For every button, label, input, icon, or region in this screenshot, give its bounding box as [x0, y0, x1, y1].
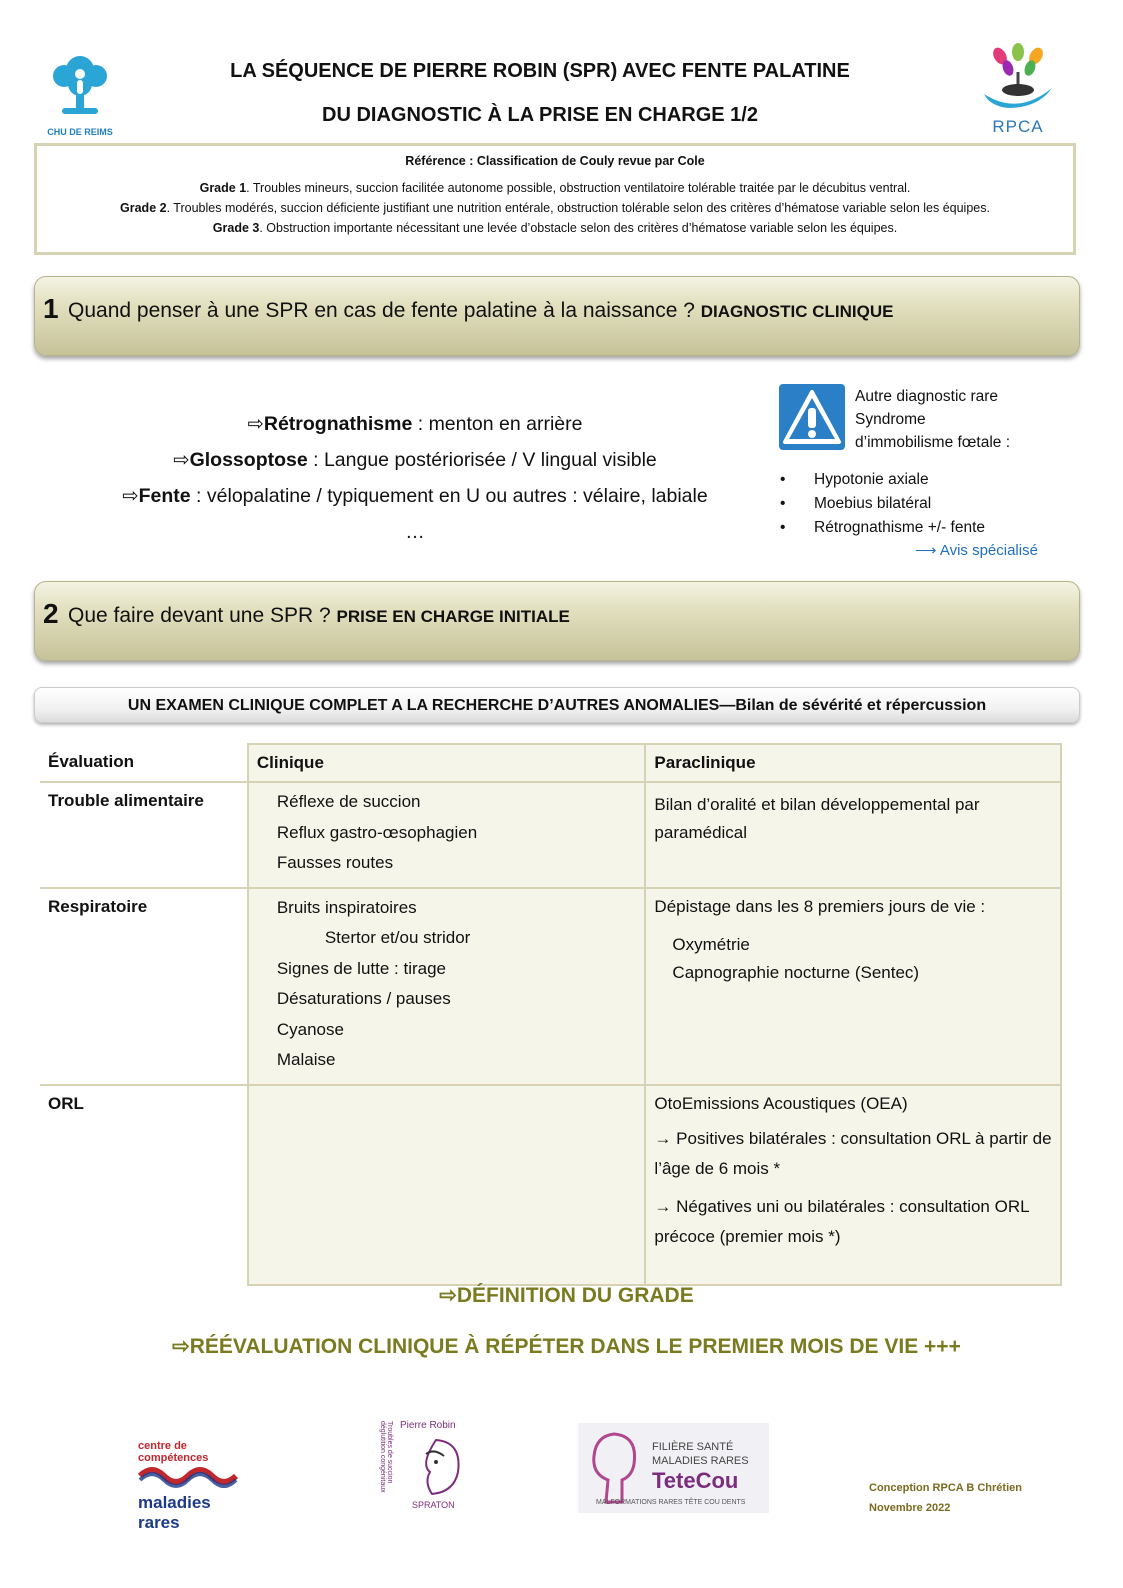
- pr-brand: SPRATON: [412, 1500, 455, 1510]
- cell-clinique: Bruits inspiratoires Stertor et/ou stridor Signes de lutte : tirage Désaturations / pauses Cyanose Malaise: [248, 888, 646, 1085]
- section-1-heading: [68, 299, 893, 323]
- plant-hand-icon: [978, 42, 1058, 112]
- header-paraclinique: Paraclinique: [645, 744, 1061, 782]
- section-2-number: 2: [43, 598, 59, 629]
- grade-2-text: . Troubles modérés, succion déficiente justifiant une nutrition entérale, obstruction tolérable selon des critères d’hématose variable selon les équipes.: [166, 201, 990, 215]
- diagnosis-text-3: : vélopalatine / typiquement en U ou autres : vélaire, labiale: [190, 485, 708, 507]
- specialist-advice-link[interactable]: ⟶ Avis spécialisé: [915, 542, 1038, 559]
- credit-line-1: Conception RPCA B Chrétien: [869, 1482, 1022, 1494]
- rpca-logo: [978, 42, 1058, 134]
- diagnosis-text-1: : menton en arrière: [412, 413, 583, 435]
- grade-2-label: Grade 2: [120, 201, 167, 215]
- chu-logo: [44, 50, 116, 137]
- section-1-question: Quand penser à une SPR en cas de fente palatine à la naissance ?: [68, 299, 695, 322]
- reevaluation-clinique: ⇨RÉÉVALUATION CLINIQUE À RÉPÉTER DANS LE PREMIER MOIS DE VIE +++: [172, 1335, 961, 1358]
- section-2-question: Que faire devant une SPR ?: [68, 604, 331, 627]
- section-2-heading: [68, 604, 570, 628]
- grade-1-text: . Troubles mineurs, succion facilitée autonome possible, obstruction ventilatoire tolérable traitée par le décubitus ventral.: [246, 181, 911, 195]
- diagnosis-list: [70, 406, 760, 550]
- list-item: • Hypotonie axiale: [780, 471, 929, 488]
- diagnosis-text-2: : Langue postériorisée / V lingual visible: [307, 449, 657, 471]
- diagnosis-label-2: Glossoptose: [189, 449, 308, 471]
- diagnosis-item-retrognathisme: [70, 406, 760, 442]
- list-item: • Moebius bilatéral: [780, 495, 932, 512]
- centre-competences-logo: [138, 1440, 248, 1533]
- rare-diagnosis-line-3: d’immobilisme fœtale :: [855, 434, 1011, 451]
- tree-icon: [44, 50, 116, 120]
- arrow-icon: ⇨: [122, 485, 139, 507]
- reference-title: Référence : Classification de Couly revue par Cole: [405, 154, 705, 168]
- arrow-icon: ⇨: [173, 449, 190, 471]
- rare-diagnosis-title: [855, 385, 1010, 454]
- header-clinique: Clinique: [248, 744, 646, 782]
- tetecou-logo: [578, 1423, 769, 1513]
- tc-brand: TeteCou: [652, 1468, 739, 1493]
- diagnosis-label-3: Fente: [138, 485, 191, 507]
- row-label-orl: ORL: [40, 1085, 248, 1285]
- pr-vertical: Troubles de succion déglutition congénitaux: [379, 1421, 393, 1493]
- tc-line-2: MALADIES RARES: [652, 1455, 749, 1467]
- rpca-label: RPCA: [992, 117, 1044, 136]
- credit-line-2: Novembre 2022: [869, 1502, 951, 1514]
- rare-diagnosis-line-2: Syndrome: [855, 411, 926, 428]
- arrow-icon: ⇨: [247, 413, 264, 435]
- baby-profile-icon: [396, 1432, 476, 1502]
- cell-paraclinique: Dépistage dans les 8 premiers jours de vie : Oxymétrie Capnographie nocturne (Sentec): [645, 888, 1061, 1085]
- table-row: [40, 888, 1061, 1085]
- rare-diagnosis-list: [780, 468, 985, 540]
- cc-line-1: centre de compétences: [138, 1440, 209, 1464]
- spraton-logo: [378, 1420, 478, 1515]
- tc-sub: MALFORMATIONS RARES TÊTE COU DENTS: [596, 1499, 746, 1506]
- diagnosis-label-1: Rétrognathisme: [263, 413, 413, 435]
- cc-line-2: maladies rares: [138, 1493, 211, 1532]
- row-label-trouble-alimentaire: Trouble alimentaire: [40, 782, 248, 888]
- diagnosis-item-glossoptose: [70, 442, 760, 478]
- evaluation-table: [40, 743, 1062, 1286]
- diagnosis-ellipsis: …: [405, 521, 425, 543]
- reference-box: [34, 143, 1076, 255]
- grade-1-label: Grade 1: [199, 181, 247, 195]
- grade-1: [37, 178, 1073, 198]
- cell-clinique: Réflexe de succion Reflux gastro-œsophagien Fausses routes: [248, 782, 646, 888]
- section-2-band: [34, 581, 1080, 661]
- cell-clinique: [248, 1085, 646, 1285]
- section-1-number: 1: [43, 293, 59, 324]
- title-line-2: DU DIAGNOSTIC À LA PRISE EN CHARGE 1/2: [322, 104, 758, 126]
- section-1-tag: DIAGNOSTIC CLINIQUE: [700, 302, 894, 321]
- title-line-1: LA SÉQUENCE DE PIERRE ROBIN (SPR) AVEC FENTE PALATINE: [230, 60, 850, 82]
- head-profile-icon: [584, 1428, 644, 1508]
- grade-3-label: Grade 3: [212, 221, 260, 235]
- list-item: • Rétrognathisme +/- fente: [780, 519, 986, 536]
- table-row: [40, 1085, 1061, 1285]
- grade-3-text: . Obstruction importante nécessitant une levée d’obstacle selon des critères d’hématose variable selon les équipes.: [259, 221, 898, 235]
- exam-banner: UN EXAMEN CLINIQUE COMPLET A LA RECHERCHE D’AUTRES ANOMALIES—Bilan de sévérité et répercussion: [34, 687, 1080, 723]
- definition-du-grade: ⇨DÉFINITION DU GRADE: [439, 1284, 694, 1307]
- chu-label: CHU DE REIMS: [47, 127, 113, 137]
- rare-diagnosis-line-1: Autre diagnostic rare: [855, 388, 999, 405]
- table-header-row: [40, 744, 1061, 782]
- grade-2: [37, 198, 1073, 218]
- header-evaluation: Évaluation: [48, 752, 134, 771]
- cell-paraclinique: Bilan d’oralité et bilan développemental par paramédical: [645, 782, 1061, 888]
- cell-paraclinique: OtoEmissions Acoustiques (OEA) → Positives bilatérales : consultation ORL à partir de l’âge de 6 mois * → Négatives uni ou bilatérales : consultation ORL précoce (premier mois *): [645, 1085, 1061, 1285]
- grade-3: [37, 218, 1073, 238]
- tc-line-1: FILIÈRE SANTÉ: [652, 1441, 734, 1453]
- row-label-respiratoire: Respiratoire: [40, 888, 248, 1085]
- credit-block: [869, 1478, 1022, 1518]
- section-2-tag: PRISE EN CHARGE INITIALE: [336, 607, 570, 626]
- warning-icon: [779, 384, 845, 450]
- section-1-band: [34, 276, 1080, 356]
- diagnosis-item-fente: [70, 478, 760, 514]
- table-row: [40, 782, 1061, 888]
- pr-title: Pierre Robin: [400, 1420, 456, 1431]
- wave-icon: [138, 1464, 238, 1488]
